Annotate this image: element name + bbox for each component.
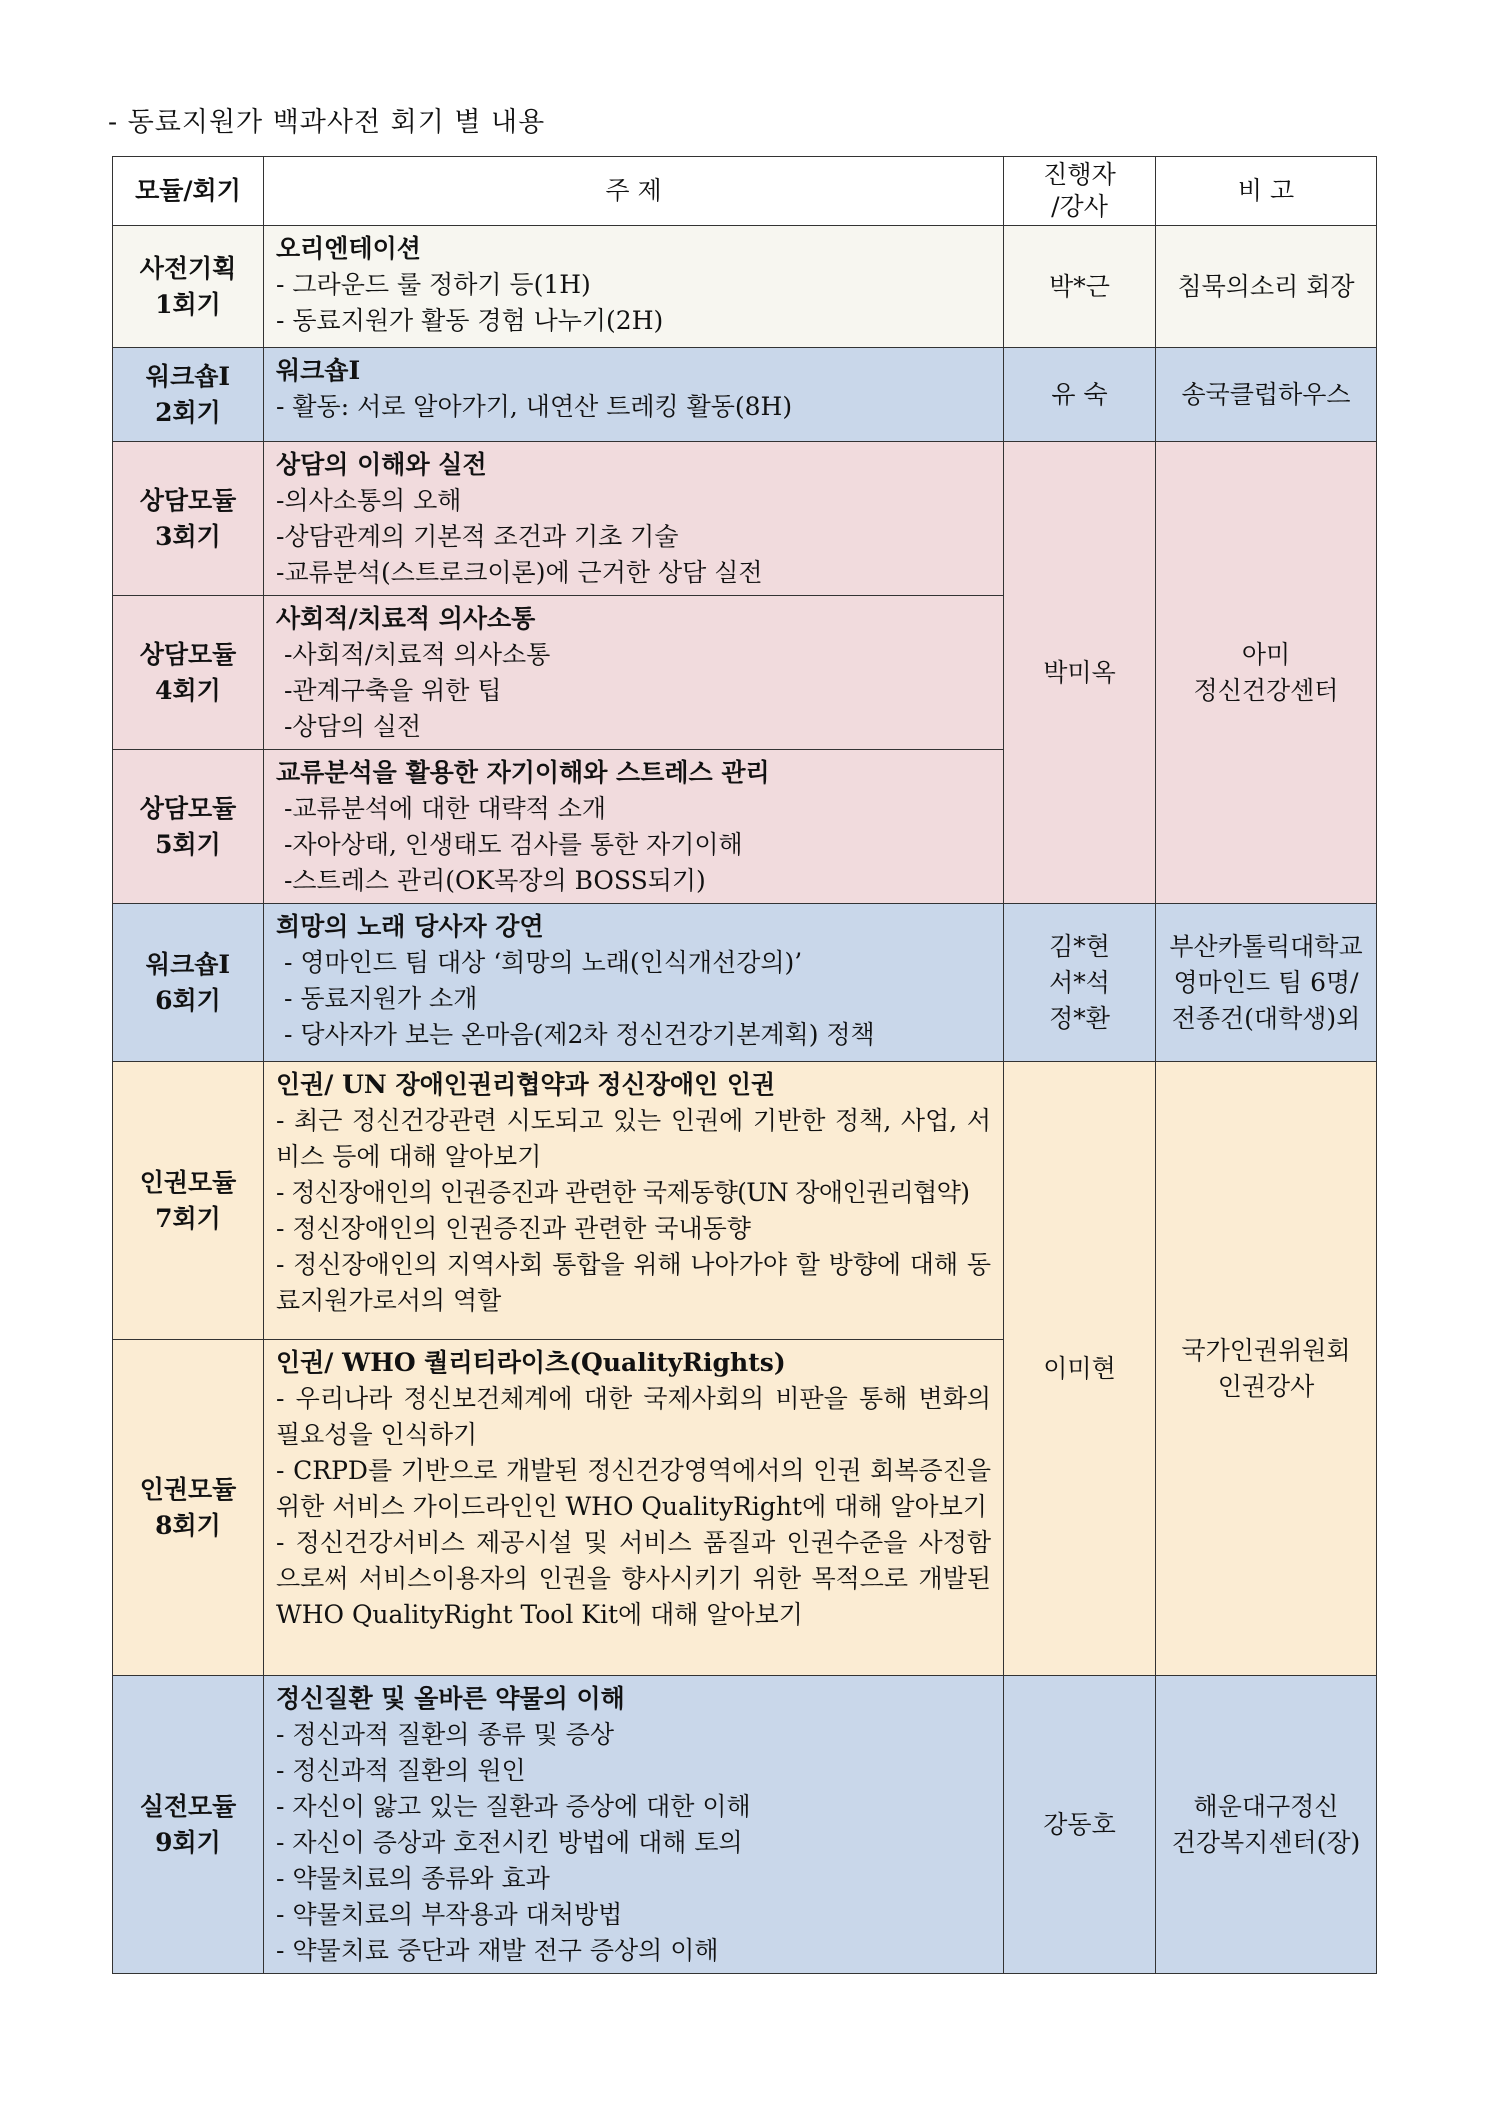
topic-line: - 우리나라 정신보건체계에 대한 국제사회의 비판을 통해 변화의 필요성을 인식하기 [276,1384,991,1449]
topic-title: 사회적/치료적 의사소통 [276,604,536,633]
topic-title: 인권/ WHO 퀄리티라이츠(QualityRights) [276,1348,786,1377]
topic-line: -상담의 실전 [276,712,422,741]
note-cell: 송국클럽하우스 [1156,348,1377,442]
section-heading: - 동료지원가 백과사전 회기 별 내용 [108,107,546,138]
presenter-cell: 김*현 서*석 정*환 [1004,904,1156,1062]
module-cell: 인권모듈 8회기 [113,1340,264,1676]
topic-line: - 영마인드 팀 대상 ‘희망의 노래(인식개선강의)’ [276,948,803,977]
header-presenter [1004,157,1156,226]
table-row [113,1676,1377,1974]
module-cell: 워크숍Ⅰ 6회기 [113,904,264,1062]
topic-line: - 동료지원가 활동 경험 나누기(2H) [276,306,664,335]
topic-line: - CRPD를 기반으로 개발된 정신건강영역에서의 인권 회복증진을 위한 서비스 가이드라인인 WHO QualityRight에 대해 알아보기 [276,1456,991,1521]
topic-cell [264,904,1004,1062]
topic-line: - 정신장애인의 지역사회 통합을 위해 나아가야 할 방향에 대해 동료지원가로서의 역할 [276,1250,991,1315]
presenter-cell: 박*근 [1004,226,1156,348]
table-header-row [113,157,1377,226]
note-cell-merged: 국가인권위원회 인권강사 [1156,1062,1377,1676]
topic-line: - 정신장애인의 인권증진과 관련한 국내동향 [276,1214,751,1243]
topic-line: -자아상태, 인생태도 검사를 통한 자기이해 [276,830,743,859]
topic-line: - 정신과적 질환의 원인 [276,1756,526,1785]
topic-line: - 자신이 앓고 있는 질환과 증상에 대한 이해 [276,1792,751,1821]
note-cell: 침묵의소리 회장 [1156,226,1377,348]
topic-line: - 정신과적 질환의 종류 및 증상 [276,1720,614,1749]
topic-line: -상담관계의 기본적 조건과 기초 기술 [276,522,679,551]
topic-line: - 동료지원가 소개 [276,984,478,1013]
topic-cell [264,348,1004,442]
topic-cell [264,750,1004,904]
topic-line: -의사소통의 오해 [276,486,462,515]
topic-title: 정신질환 및 올바른 약물의 이해 [276,1684,625,1713]
module-cell: 상담모듈 5회기 [113,750,264,904]
table-row [113,348,1377,442]
topic-cell [264,226,1004,348]
presenter-cell: 유 숙 [1004,348,1156,442]
module-cell: 워크숍Ⅰ 2회기 [113,348,264,442]
topic-title: 인권/ UN 장애인권리협약과 정신장애인 인권 [276,1070,776,1099]
topic-line: - 자신이 증상과 호전시킨 방법에 대해 토의 [276,1828,743,1857]
topic-line: - 최근 정신건강관련 시도되고 있는 인권에 기반한 정책, 사업, 서비스 등에 대해 알아보기 [276,1106,991,1171]
note-cell: 부산카톨릭대학교 영마인드 팀 6명/ 전종건(대학생)외 [1156,904,1377,1062]
topic-title: 워크숍Ⅰ [276,356,361,385]
session-table [112,156,1377,1974]
note-cell: 해운대구정신 건강복지센터(장) [1156,1676,1377,1974]
topic-title: 상담의 이해와 실전 [276,450,487,479]
topic-line: - 정신장애인의 인권증진과 관련한 국제동향(UN 장애인권리협약) [276,1178,970,1207]
topic-cell [264,442,1004,596]
topic-cell [264,1062,1004,1340]
topic-line: -스트레스 관리(OK목장의 BOSS되기) [276,866,706,895]
presenter-cell-merged: 이미현 [1004,1062,1156,1676]
note-cell-merged: 아미 정신건강센터 [1156,442,1377,904]
table-row [113,442,1377,596]
module-cell: 상담모듈 4회기 [113,596,264,750]
topic-line: -사회적/치료적 의사소통 [276,640,551,669]
topic-cell [264,1340,1004,1676]
topic-cell [264,1676,1004,1974]
module-cell: 상담모듈 3회기 [113,442,264,596]
header-note: 비 고 [1156,157,1377,226]
topic-title: 교류분석을 활용한 자기이해와 스트레스 관리 [276,758,770,787]
presenter-cell-merged: 박미옥 [1004,442,1156,904]
topic-line: - 약물치료 중단과 재발 전구 증상의 이해 [276,1936,719,1965]
topic-title: 오리엔테이션 [276,234,421,263]
header-module: 모듈/회기 [113,157,264,226]
topic-title: 희망의 노래 당사자 강연 [276,912,544,941]
header-topic: 주 제 [264,157,1004,226]
topic-line: -교류분석에 대한 대략적 소개 [276,794,607,823]
module-cell: 실전모듈 9회기 [113,1676,264,1974]
topic-line: - 약물치료의 부작용과 대처방법 [276,1900,623,1929]
topic-line: - 그라운드 룰 정하기 등(1H) [276,270,591,299]
module-cell: 인권모듈 7회기 [113,1062,264,1340]
topic-line: -관계구축을 위한 팁 [276,676,502,705]
module-cell: 사전기획 1회기 [113,226,264,348]
table-row [113,904,1377,1062]
table-row [113,1062,1377,1340]
topic-line: - 약물치료의 종류와 효과 [276,1864,550,1893]
topic-line: - 활동: 서로 알아가기, 내연산 트레킹 활동(8H) [276,392,793,421]
topic-line: -교류분석(스트로크이론)에 근거한 상담 실전 [276,558,763,587]
topic-line: - 당사자가 보는 온마음(제2차 정신건강기본계획) 정책 [276,1020,875,1049]
table-row [113,226,1377,348]
topic-cell [264,596,1004,750]
topic-line: - 정신건강서비스 제공시설 및 서비스 품질과 인권수준을 사정함으로써 서비스이용자의 인권을 향사시키기 위한 목적으로 개발된 WHO QualityRight Tool Kit에 대해 알아보기 [276,1528,991,1629]
presenter-cell: 강동호 [1004,1676,1156,1974]
header-presenter-text: 진행자 /강사 [1043,160,1116,221]
